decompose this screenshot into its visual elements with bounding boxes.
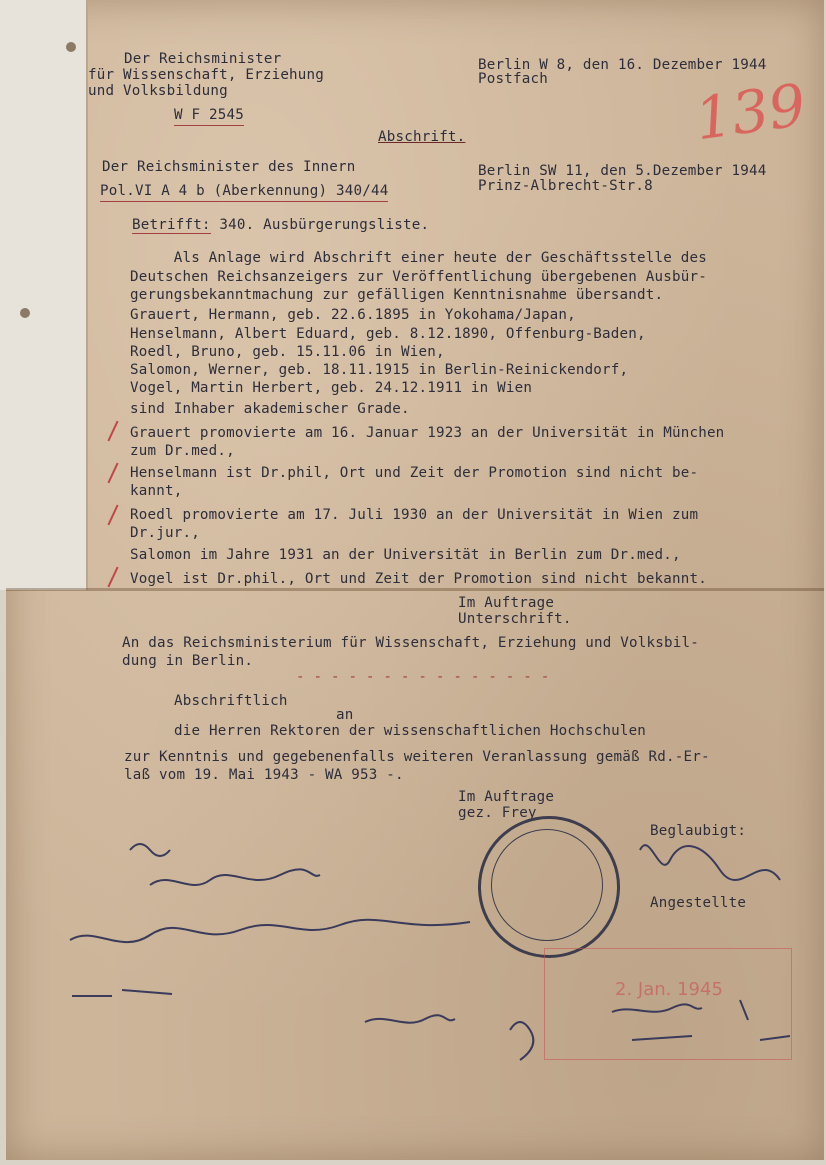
address-line-1: An das Reichsministerium für Wissenschaft, Erziehung und Volksbil- bbox=[122, 635, 699, 651]
header-place-date: Berlin W 8, den 16. Dezember 1944 bbox=[478, 57, 767, 73]
person-entry: Grauert, Hermann, geb. 22.6.1895 in Yokohama/Japan, bbox=[130, 307, 576, 323]
signature-stroke bbox=[640, 845, 780, 880]
person-entry: Roedl, Bruno, geb. 15.11.06 in Wien, bbox=[130, 344, 445, 360]
person-entry: Vogel, Martin Herbert, geb. 24.12.1911 in Wien bbox=[130, 380, 533, 396]
body-paragraph-line: Als Anlage wird Abschrift einer heute der Geschäftsstelle des bbox=[130, 250, 707, 266]
body-paragraph-line: Deutschen Reichsanzeigers zur Veröffentlichung übergebenen Ausbür- bbox=[130, 269, 707, 285]
angestellte: Angestellte bbox=[650, 895, 747, 911]
handwriting-stroke bbox=[130, 844, 170, 856]
stamp-date: 2. Jan. 1945 bbox=[615, 979, 723, 1000]
person-entry: Henselmann, Albert Eduard, geb. 8.12.1890, Offenburg-Baden, bbox=[130, 326, 646, 342]
henselmann-line-1: Henselmann ist Dr.phil, Ort und Zeit der Promotion sind nicht be- bbox=[130, 465, 699, 481]
handwriting-stroke bbox=[365, 1015, 455, 1023]
inner-place-date: Berlin SW 11, den 5.Dezember 1944 bbox=[478, 163, 767, 179]
subject-text: 340. Ausbürgerungsliste. bbox=[210, 217, 430, 233]
file-number: W F 2545 bbox=[174, 106, 244, 126]
im-auftrage-2: Im Auftrage bbox=[458, 789, 555, 805]
dashed-separator: - - - - - - - - - - - - - - - bbox=[296, 669, 550, 685]
sender-line-1: Der Reichsminister bbox=[124, 51, 282, 67]
unterschrift: Unterschrift. bbox=[458, 611, 572, 627]
handwriting-date-stroke bbox=[72, 990, 172, 996]
document-title: Abschrift. bbox=[378, 129, 466, 145]
body-paragraph-line: gerungsbekanntmachung zur gefälligen Kenntnisnahme übersandt. bbox=[130, 287, 664, 303]
kenntnis-line-2: laß vom 19. Mai 1943 - WA 953 -. bbox=[124, 767, 404, 783]
roedl-line-1: Roedl promovierte am 17. Juli 1930 an der Universität in Wien zum bbox=[130, 507, 699, 523]
beglaubigt: Beglaubigt: bbox=[650, 823, 747, 839]
address-line-2: dung in Berlin. bbox=[122, 653, 254, 669]
an: an bbox=[336, 707, 354, 723]
sender-line-2: für Wissenschaft, Erziehung bbox=[88, 67, 325, 83]
grauert-line-1: Grauert promovierte am 16. Januar 1923 an der Universität in München bbox=[130, 425, 725, 441]
grauert-line-2: zum Dr.med., bbox=[130, 443, 235, 459]
henselmann-line-2: kannt, bbox=[130, 483, 183, 499]
handwriting-stroke bbox=[150, 869, 320, 885]
gez-frey: gez. Frey bbox=[458, 805, 537, 821]
inner-sender: Der Reichsminister des Innern bbox=[102, 159, 356, 175]
im-auftrage: Im Auftrage bbox=[458, 595, 555, 611]
inner-address: Prinz-Albrecht-Str.8 bbox=[478, 178, 653, 194]
abschriftlich: Abschriftlich bbox=[174, 693, 288, 709]
red-archive-number: 139 bbox=[690, 70, 810, 154]
salomon-line: Salomon im Jahre 1931 an der Universität in Berlin zum Dr.med., bbox=[130, 547, 681, 563]
rektoren-line: die Herren Rektoren der wissenschaftlichen Hochschulen bbox=[174, 723, 647, 739]
postfach: Postfach bbox=[478, 71, 548, 87]
handwriting-stroke bbox=[510, 1022, 533, 1060]
person-entry: Salomon, Werner, geb. 18.11.1915 in Berlin-Reinickendorf, bbox=[130, 362, 629, 378]
subject-label: Betrifft: bbox=[132, 217, 211, 233]
inner-reference: Pol.VI A 4 b (Aberkennung) 340/44 bbox=[100, 182, 388, 202]
roedl-line-2: Dr.jur., bbox=[130, 525, 200, 541]
vogel-line: Vogel ist Dr.phil., Ort und Zeit der Promotion sind nicht bekannt. bbox=[130, 571, 707, 587]
kenntnis-line-1: zur Kenntnis und gegebenenfalls weiteren Veranlassung gemäß Rd.-Er- bbox=[124, 749, 710, 765]
handwriting-stroke bbox=[70, 920, 470, 942]
sender-line-3: und Volksbildung bbox=[88, 83, 228, 99]
academic-note: sind Inhaber akademischer Grade. bbox=[130, 401, 410, 417]
handwriting-filing-note bbox=[612, 1000, 790, 1040]
